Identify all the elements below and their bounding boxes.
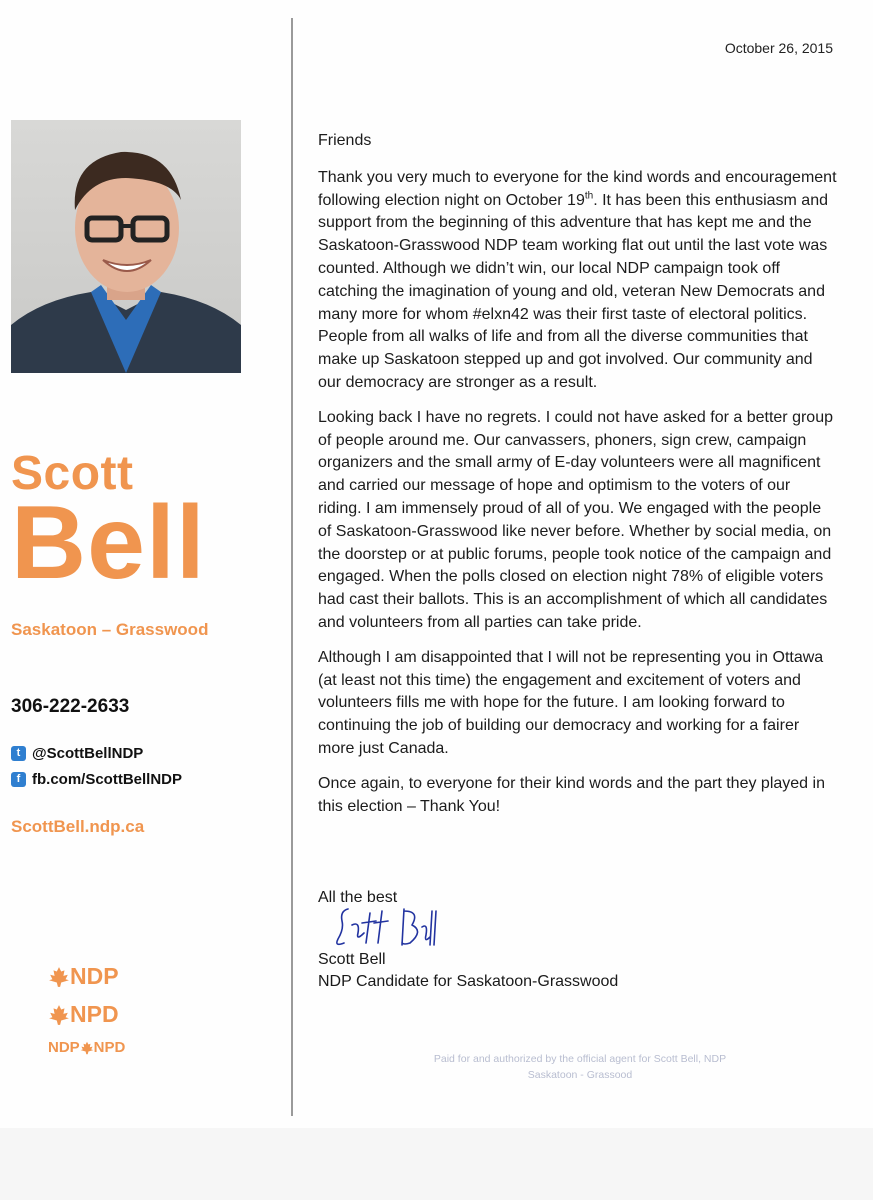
bilingual-logo	[48, 1039, 125, 1056]
maple-leaf-icon	[80, 1041, 94, 1055]
twitter-icon: t	[11, 746, 26, 761]
phone-number: 306-222-2633	[11, 696, 130, 717]
npd-logo	[48, 1001, 119, 1028]
disclaimer-line-2: Saskatoon - Grassood	[527, 1069, 633, 1081]
facebook-row	[11, 771, 182, 788]
authorization-disclaimer	[370, 1051, 790, 1083]
maple-leaf-icon	[48, 966, 70, 988]
bilingual-logo-left: NDP	[48, 1039, 80, 1056]
column-divider	[291, 18, 293, 1116]
paragraph-4: Once again, to everyone for their kind words and the part they played in this election – Thank You!	[318, 774, 825, 815]
disclaimer-line-1: Paid for and authorized by the official agent for Scott Bell, NDP	[433, 1053, 727, 1065]
twitter-handle-row	[11, 745, 143, 762]
facebook-url: fb.com/ScottBellNDP	[32, 771, 183, 788]
candidate-first-name: Scott	[11, 447, 134, 500]
riding-name: Saskatoon – Grasswood	[11, 620, 209, 639]
signer-block	[318, 949, 618, 993]
website-url: ScottBell.ndp.ca	[11, 817, 145, 836]
facebook-icon: f	[11, 772, 26, 787]
ordinal-suffix: th	[584, 190, 594, 202]
scan-bottom-margin	[0, 1128, 873, 1200]
paragraph-2: Looking back I have no regrets. I could not have asked for a better group of people around me. Our canvassers, phoners, sign crew, campaign organizers and the small army of E-day volunteers were all magnificent and carried our message of hope and optimism to the voters of our riding. I am immensely proud of all of you. We engaged with the people of Saskatoon-Grasswood like never before. Whether by social media, on the doorstep or at public forums, people took notice of the campaign and engaged. When the polls closed on election night 78% of eligible voters had cast their ballots. This is an accomplishment of which all candidates and volunteers from all parties can take pride.	[318, 408, 833, 631]
letter-date: October 26, 2015	[724, 40, 833, 56]
twitter-handle: @ScottBellNDP	[32, 745, 144, 762]
candidate-photo	[11, 120, 241, 373]
signer-name: Scott Bell	[318, 951, 386, 968]
signoff: All the best	[318, 889, 398, 906]
letter-body	[318, 130, 838, 830]
paragraph-1-end: . It has been this enthusiasm and support from the beginning of this adventure that has kept me and the Saskatoon-Grasswood NDP team working flat out until the last vote was counted. Although we didn’t win, our local NDP campaign took off catching the imagination of young and old, veteran New Democrats and many more for whom #elxn42 was their first taste of electoral politics. People from all walks of life and from all the diverse communities that make up Saskatoon stepped up and got involved. Our community and our democracy are stronger as a result.	[318, 191, 828, 391]
salutation: Friends	[318, 132, 372, 149]
handwritten-signature	[330, 903, 440, 953]
bilingual-logo-right: NPD	[93, 1039, 126, 1056]
signer-title: NDP Candidate for Saskatoon-Grasswood	[318, 973, 619, 990]
ndp-logo-text: NDP	[70, 963, 119, 989]
paragraph-1	[318, 167, 838, 395]
ndp-logo	[48, 963, 119, 990]
candidate-last-name: Bell	[11, 485, 206, 601]
maple-leaf-icon	[48, 1004, 70, 1026]
paragraph-1-start: Thank you very much to everyone for the kind words and encouragement following election night on October 19	[318, 168, 837, 209]
paragraph-3: Although I am disappointed that I will not be representing you in Ottawa (at least not this time) the engagement and excitement of voters and volunteers fills me with hope for the future. I am looking forward to continuing the job of building our democracy and working for a fairer more just Canada.	[318, 648, 824, 757]
npd-logo-text: NPD	[70, 1001, 119, 1027]
